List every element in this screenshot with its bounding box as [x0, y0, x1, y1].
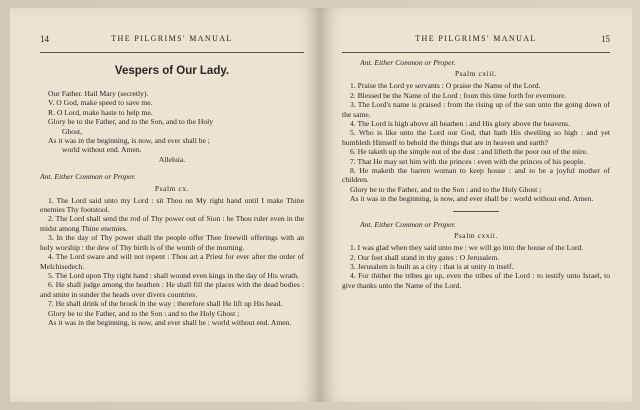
opening-prayers: [40, 89, 304, 164]
page-number: 14: [40, 34, 49, 44]
verse: 2. Blessed be the Name of the Lord : from this time forth for evermore.: [350, 90, 567, 100]
psalm-verses: [342, 243, 610, 290]
prayer-line: Ghost,: [62, 126, 83, 136]
antiphon-note: Ant. Either Common or Proper.: [360, 219, 456, 229]
prayer-line: As it was in the beginning, is now, and ever shall be ;: [48, 136, 210, 146]
page-number: 15: [601, 34, 610, 44]
verse: 1. The Lord said unto my Lord : sit Thou on My right hand until I make Thine enemies Thy footstool.: [40, 195, 304, 215]
section-heading: Vespers of Our Lady.: [114, 65, 230, 77]
verse: As it was in the beginning, is now, and ever shall be : world without end. Amen.: [350, 194, 594, 204]
verse: Glory be to the Father, and to the Son : and to the Holy Ghost ;: [48, 308, 240, 318]
verse: 2. The Lord shall send the rod of Thy power out of Sion : be Thou ruler even in the midst among Thine enemies.: [40, 214, 304, 233]
psalm-title: Psalm cxiii.: [454, 69, 498, 79]
verse: Glory be to the Father, and to the Son : and to the Holy Ghost ;: [350, 184, 542, 194]
prayer-line: world without end. Amen.: [62, 145, 142, 155]
prayer-line: Alleluia.: [158, 154, 186, 164]
verse: 7. He shall drink of the brook in the way : therefore shall He lift up His head.: [48, 299, 283, 309]
verse: 7. That He may set him with the princes : even with the princes of his people.: [350, 156, 586, 166]
verse: 2. Our feet shall stand in thy gates : O Jerusalem.: [350, 252, 500, 262]
header-rule: [40, 52, 304, 53]
right-page: [320, 8, 632, 402]
psalm-title: Psalm cx.: [154, 183, 190, 193]
verse: 3. In the day of Thy power shall the people offer Thee freewill offerings with an holy worship : the dew of Thy birth is of the womb of the morning.: [40, 233, 304, 252]
verse: 5. Who is like unto the Lord our God, that hath His dwelling so high : and yet humbleth Himself to behold the things that are in heaven and earth?: [342, 128, 610, 147]
running-head-title: THE PILGRIMS' MANUAL: [415, 34, 537, 43]
verse: 1. Praise the Lord ye servants : O praise the Name of the Lord.: [350, 81, 541, 91]
verse: 6. He shall judge among the heathen : He shall fill the places with the dead bodies : and smite in sunder the heads over divers countries.: [40, 280, 304, 299]
psalm-title: Psalm cxxii.: [454, 231, 498, 241]
prayer-line: Our Father. Hail Mary (secretly).: [48, 89, 149, 98]
prayer-line: Glory be to the Father, and to the Son, and to the Holy: [48, 117, 214, 127]
prayer-line: R. O Lord, make haste to help me.: [48, 107, 153, 117]
left-page: [10, 8, 320, 402]
psalm-verses: [40, 196, 304, 328]
antiphon-note: Ant. Either Common or Proper.: [360, 58, 456, 67]
verse: 4. The Lord sware and will not repent : Thou art a Priest for ever after the order of Melchisedech.: [40, 252, 304, 271]
verse: 6. He taketh up the simple out of the dust : and lifteth the poor out of the mire.: [350, 147, 588, 157]
verse: 1. I was glad when they said unto me : we will go into the house of the Lord.: [350, 243, 584, 253]
verse: 5. The Lord upon Thy right hand : shall wound even kings in the day of His wrath.: [48, 270, 299, 280]
running-head-title: THE PILGRIMS' MANUAL: [111, 34, 233, 43]
prayer-line: V. O God, make speed to save me.: [48, 98, 153, 108]
verse: 3. The Lord's name is praised : from the rising up of the sun unto the going down of the same.: [342, 100, 610, 119]
verse: 4. For thither the tribes go up, even the tribes of the Lord : to testify unto Israel, to give thanks unto the Name of the Lord.: [342, 271, 610, 290]
running-head: [40, 34, 304, 52]
running-head: [342, 34, 610, 52]
psalm-verses: [342, 81, 610, 203]
header-rule: [342, 52, 610, 53]
antiphon-note: Ant. Either Common or Proper.: [40, 172, 136, 182]
verse: As it was in the beginning, is now, and ever shall be : world without end. Amen.: [48, 317, 292, 327]
verse: 8. He maketh the barren woman to keep house : and to be a joyful mother of children.: [342, 166, 610, 185]
section-divider: [453, 211, 499, 212]
verse: 4. The Lord is high above all heathen : and His glory above the heavens.: [350, 119, 571, 129]
verse: 3. Jerusalem is built as a city : that is at unity in itself.: [350, 261, 514, 271]
